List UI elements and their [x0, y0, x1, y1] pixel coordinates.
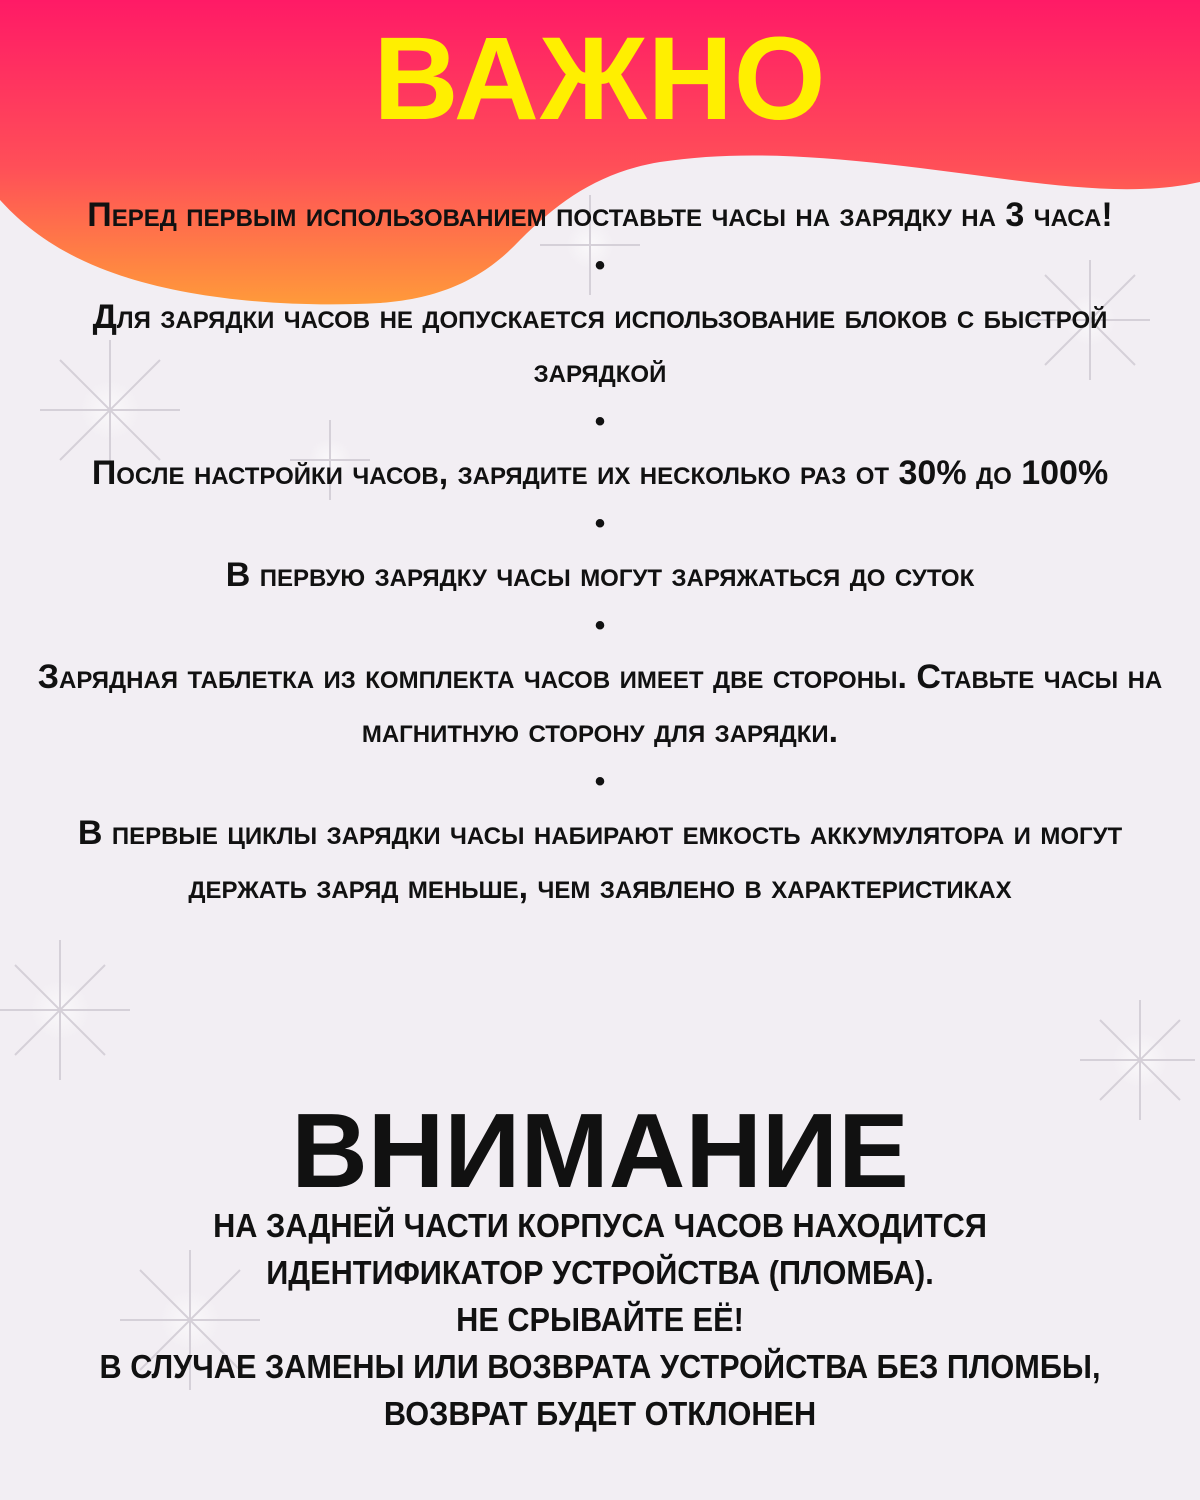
bullet-separator: •	[594, 609, 606, 642]
bullet-separator: •	[594, 507, 606, 540]
rule-no-fast-charger: Для зарядки часов не допускается использование блоков с быстрой зарядкой	[92, 298, 1108, 390]
warning-title: ВНИМАНИЕ	[291, 1092, 909, 1210]
header-title: ВАЖНО	[373, 13, 827, 145]
warning-line: НЕ СРЫВАЙТЕ ЕЁ!	[456, 1301, 744, 1338]
bullet-separator: •	[594, 765, 606, 798]
bullet-separator: •	[594, 249, 606, 282]
warning-line: НА ЗАДНЕЙ ЧАСТИ КОРПУСА ЧАСОВ НАХОДИТСЯ	[213, 1207, 987, 1244]
rule-charge-cycles: После настройки часов, зарядите их несколько раз от 30% до 100%	[91, 454, 1109, 492]
rule-charge-3-hours: Перед первым использованием поставьте часы на зарядку на 3 часа!	[87, 196, 1113, 234]
rule-first-charge-duration: В первую зарядку часы могут заряжаться до суток	[225, 556, 975, 594]
warning-line: ВОЗВРАТ БУДЕТ ОТКЛОНЕН	[383, 1395, 817, 1432]
bullet-separator: •	[594, 405, 606, 438]
rule-magnetic-side: Зарядная таблетка из комплекта часов имеет две стороны. Ставьте часы на магнитную сторону для зарядки.	[37, 658, 1163, 750]
rule-battery-capacity: В первые циклы зарядки часы набирают емкость аккумулятора и могут держать заряд меньше, чем заявлено в характеристиках	[77, 814, 1123, 906]
warning-line: ИДЕНТИФИКАТОР УСТРОЙСТВА (ПЛОМБА).	[266, 1254, 934, 1291]
rules-list	[30, 188, 1170, 914]
warning-line: В СЛУЧАЕ ЗАМЕНЫ ИЛИ ВОЗВРАТА УСТРОЙСТВА БЕЗ ПЛОМБЫ,	[99, 1348, 1101, 1385]
warning-text	[10, 1202, 1190, 1437]
